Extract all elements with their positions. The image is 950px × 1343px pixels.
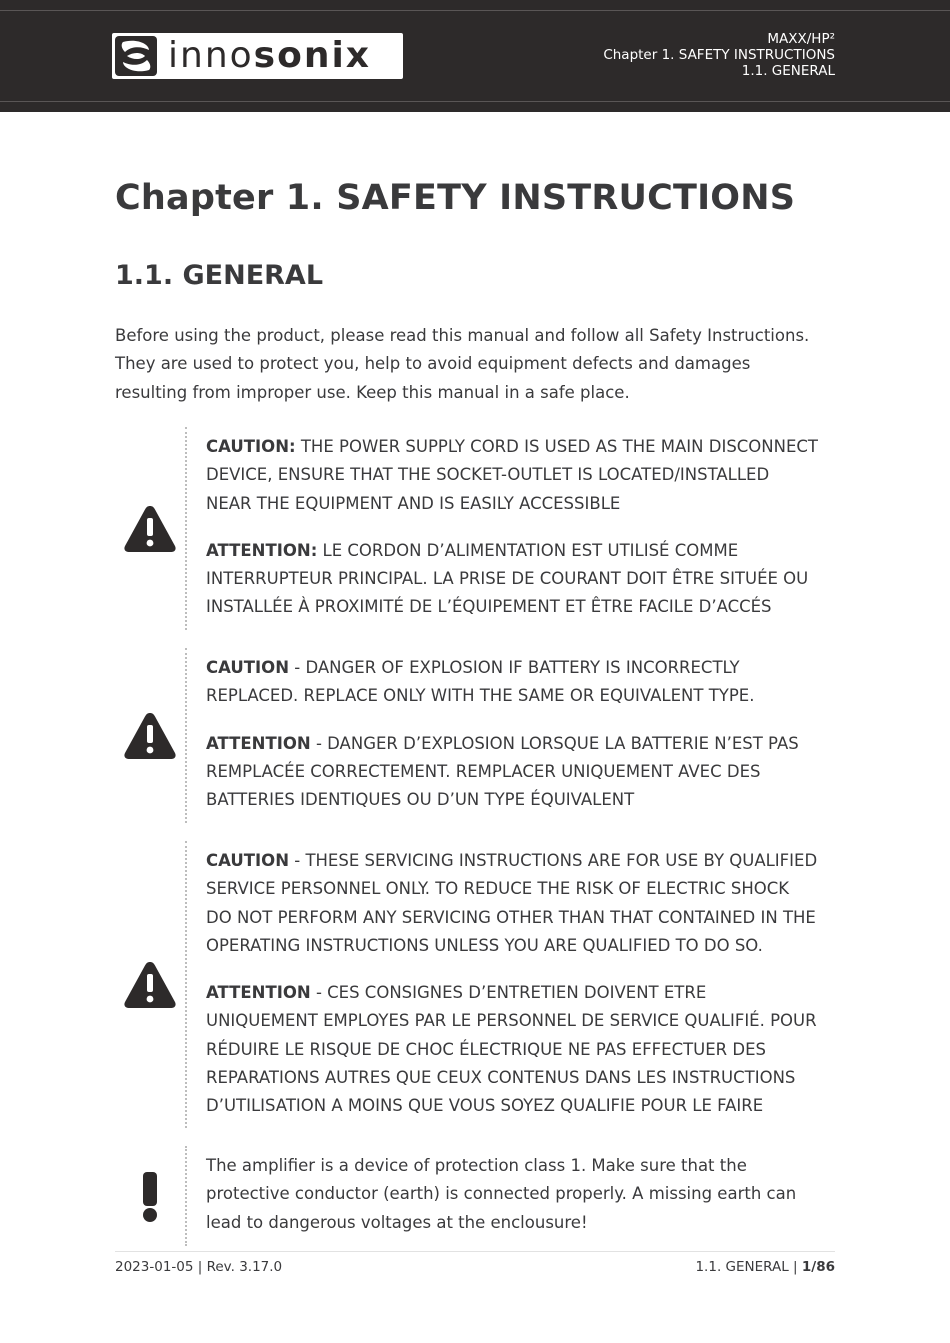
logo-mark-icon — [115, 36, 157, 76]
notice-paragraph: ATTENTION: LE CORDON D’ALIMENTATION EST UTILISÉ COMME INTERRUPTEUR PRINCIPAL. LA PRISE DE COURANT DOIT ÊTRE SITUÉE OU INSTALLÉE À PROXIMITÉ DE L’ÉQUIPEMENT ET ÊTRE FACILE D’ACCÉS — [206, 540, 809, 617]
notice-paragraph: CAUTION - THESE SERVICING INSTRUCTIONS ARE FOR USE BY QUALIFIED SERVICE PERSONNEL ONLY. TO REDUCE THE RISK OF ELECTRIC SHOCK DO NOT PERFORM ANY SERVICING OTHER THAN THAT CONTAINED IN THE OPERATING INSTRUCTIONS UNLESS YOU ARE QUALIFIED TO DO SO. — [206, 851, 818, 955]
notice-paragraph: CAUTION - DANGER OF EXPLOSION IF BATTERY IS INCORRECTLY REPLACED. REPLACE ONLY WITH THE SAME OR EQUIVALENT TYPE. — [206, 658, 755, 706]
logo-wordmark: innosonix — [168, 35, 372, 76]
footer-page-info — [695, 1259, 835, 1275]
warning-triangle-icon — [122, 959, 178, 1011]
notice-paragraph: ATTENTION - DANGER D’EXPLOSION LORSQUE LA BATTERIE N’EST PAS REMPLACÉE CORRECTEMENT. REMPLACER UNIQUEMENT AVEC DES BATTERIES IDENTIQUES OU D’UN TYPE ÉQUIVALENT — [206, 733, 799, 810]
notice-divider — [185, 841, 187, 1128]
header-running-title — [603, 31, 835, 79]
intro-paragraph: Before using the product, please read this manual and follow all Safety Instructions. They are used to protect you, help to avoid equipment defects and damages resulting from improper use. Keep this manual in a safe place. — [115, 326, 810, 402]
notice-body — [206, 433, 818, 622]
notice-paragraph: CAUTION: THE POWER SUPPLY CORD IS USED AS THE MAIN DISCONNECT DEVICE, ENSURE THAT THE SOCKET-OUTLET IS LOCATED/INSTALLED NEAR THE EQUIPMENT AND IS EASILY ACCESSIBLE — [206, 437, 819, 513]
header-section: 1.1. GENERAL — [741, 63, 835, 79]
notice-battery — [115, 648, 835, 823]
header-rule-bottom — [0, 101, 950, 102]
innosonix-logo — [112, 33, 403, 79]
section-title: 1.1. GENERAL — [115, 260, 324, 291]
notice-body — [206, 654, 818, 814]
notice-power-cord — [115, 427, 835, 630]
notice-divider — [185, 648, 187, 823]
notice-servicing — [115, 841, 835, 1128]
page-title: Chapter 1. SAFETY INSTRUCTIONS — [115, 178, 796, 218]
notice-body — [206, 1152, 818, 1237]
page-header — [0, 0, 950, 112]
footer-page-number: 1 — [801, 1259, 812, 1275]
notice-paragraph: ATTENTION - CES CONSIGNES D’ENTRETIEN DOIVENT ETRE UNIQUEMENT EMPLOYES PAR LE PERSONNEL DE SERVICE QUALIFIÉ. POUR RÉDUIRE LE RISQUE DE CHOC ÉLECTRIQUE NE PAS EFFECTUER DES REPARATIONS AUTRES QUE CEUX CONTENUS DANS LES INSTRUCTIONS D’UTILISATION A MOINS QUE VOUS SOYEZ QUALIFIE POUR LE FAIRE — [206, 983, 817, 1116]
header-rule-top — [0, 10, 950, 11]
notice-protection-class — [115, 1146, 835, 1246]
warning-triangle-icon — [122, 710, 178, 762]
warning-triangle-icon — [122, 503, 178, 555]
header-product: MAXX/HP² — [767, 31, 835, 47]
notice-paragraph: The amplifier is a device of protection class 1. Make sure that the protective conductor (earth) is connected properly. A missing earth can lead to dangerous voltages at the enclousure! — [206, 1156, 797, 1232]
exclamation-icon — [122, 1168, 178, 1220]
notice-divider — [185, 427, 187, 630]
footer-date-revision: 2023-01-05 | Rev. 3.17.0 — [115, 1259, 283, 1275]
footer-page-total: /86 — [811, 1259, 835, 1275]
footer-divider — [115, 1251, 835, 1252]
footer-section: 1.1. GENERAL | — [695, 1259, 802, 1275]
notice-body — [206, 847, 818, 1121]
header-chapter: Chapter 1. SAFETY INSTRUCTIONS — [603, 47, 835, 63]
notice-divider — [185, 1146, 187, 1246]
